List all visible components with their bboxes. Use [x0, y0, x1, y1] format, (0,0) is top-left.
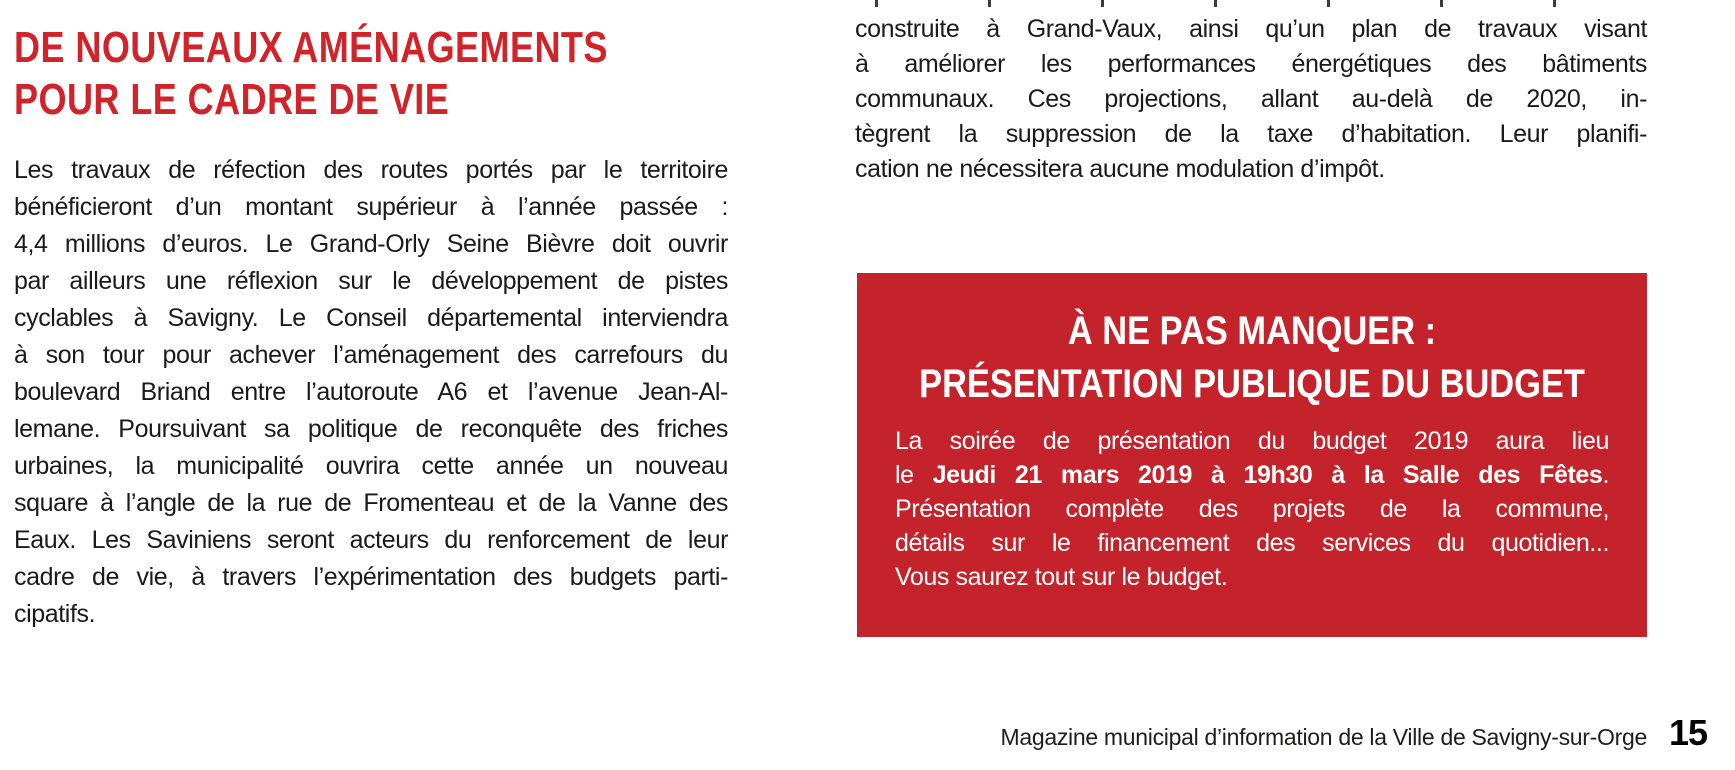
text-line: POUR LE CADRE DE VIE [14, 75, 450, 124]
left-column [14, 22, 728, 633]
text-line: 4,4 millions d’euros. Le Grand-Orly Seine Bièvre doit ouvrir [14, 230, 728, 258]
text-line: cadre de vie, à travers l’expérimentation des budgets parti- [14, 563, 728, 591]
text-line: Présentation complète des projets de la commune, [895, 495, 1609, 523]
page-number: 15 [1668, 712, 1707, 753]
text-line: urbaines, la municipalité ouvrira cette année un nouveau [14, 452, 728, 480]
text-line: tègrent la suppression de la taxe d’habitation. Leur planifi- [855, 120, 1647, 148]
text-line: cation ne nécessitera aucune modulation d’impôt. [855, 155, 1385, 183]
article-title [14, 22, 728, 126]
article-body-right [855, 12, 1647, 187]
text-line: À NE PAS MANQUER : [1067, 309, 1437, 353]
clipped-text-top-fragments [875, 0, 1635, 7]
text-line: à son tour pour achever l’aménagement des carrefours du [14, 341, 728, 369]
footer-text: Magazine municipal d’information de la Ville de Savigny-sur-Orge [1000, 724, 1647, 750]
callout-heading [857, 305, 1647, 411]
text-line: Vous saurez tout sur le budget. [895, 563, 1228, 591]
text-line: cyclables à Savigny. Le Conseil départemental interviendra [14, 304, 728, 332]
text-line: bénéficieront d’un montant supérieur à l’année passée : [14, 193, 728, 221]
callout-box [857, 273, 1647, 637]
text-line: Eaux. Les Saviniens seront acteurs du renforcement de leur [14, 526, 728, 554]
text-line: construite à Grand-Vaux, ainsi qu’un plan de travaux visant [855, 15, 1647, 43]
callout-body [895, 424, 1609, 594]
right-column [855, 0, 1647, 187]
text-line: cipatifs. [14, 600, 96, 628]
text-line: détails sur le financement des services du quotidien... [895, 529, 1609, 557]
text-line: boulevard Briand entre l’autoroute A6 et l’avenue Jean-Al- [14, 378, 728, 406]
text-line: La soirée de présentation du budget 2019 aura lieu [895, 427, 1609, 455]
text-line: à améliorer les performances énergétiques des bâtiments [855, 50, 1647, 78]
text-line: lemane. Poursuivant sa politique de reconquête des friches [14, 415, 728, 443]
text-line: par ailleurs une réflexion sur le développement de pistes [14, 267, 728, 295]
article-body-left [14, 152, 728, 633]
text-line: DE NOUVEAUX AMÉNAGEMENTS [14, 23, 608, 72]
text-line: PRÉSENTATION PUBLIQUE DU BUDGET [919, 362, 1585, 406]
text-line: Les travaux de réfection des routes portés par le territoire [14, 156, 728, 184]
text-line: square à l’angle de la rue de Fromenteau et de la Vanne des [14, 489, 728, 517]
text-line: le Jeudi 21 mars 2019 à 19h30 à la Salle des Fêtes. [895, 461, 1609, 489]
text-line: communaux. Ces projections, allant au-delà de 2020, in- [855, 85, 1647, 113]
page-footer [1001, 712, 1707, 754]
